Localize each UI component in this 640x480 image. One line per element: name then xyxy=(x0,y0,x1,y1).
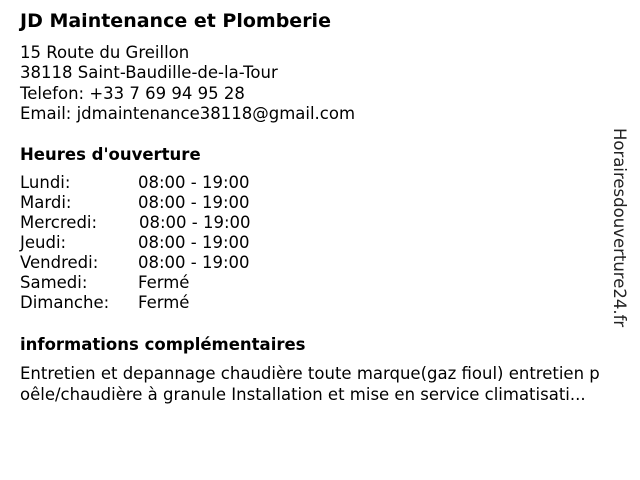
day-label: Lundi: xyxy=(20,173,71,192)
day-label: Jeudi: xyxy=(20,233,67,252)
info-line-2: oêle/chaudière à granule Installation et mise en service climatisati... xyxy=(20,384,586,404)
hours-heading: Heures d'ouverture xyxy=(20,145,201,164)
info-heading: informations complémentaires xyxy=(20,335,306,354)
hours-row-thursday xyxy=(20,233,320,253)
hours-row-wednesday xyxy=(20,213,320,233)
info-description xyxy=(20,364,628,405)
email-address[interactable]: Email: jdmaintenance38118@gmail.com xyxy=(20,103,356,123)
hours-table xyxy=(20,173,320,313)
phone-number[interactable]: Telefon: +33 7 69 94 95 28 xyxy=(20,83,245,103)
day-hours: 08:00 - 19:00 xyxy=(138,173,250,192)
address-street: 15 Route du Greillon xyxy=(20,43,190,62)
contact-block xyxy=(20,43,355,124)
day-label: Vendredi: xyxy=(20,253,99,272)
site-watermark xyxy=(610,128,640,348)
hours-row-sunday xyxy=(20,293,320,313)
info-line-1: Entretien et depannage chaudière toute marque(gaz fioul) entretien p xyxy=(20,364,600,383)
day-hours: Fermé xyxy=(138,293,190,312)
address-city: 38118 Saint-Baudille-de-la-Tour xyxy=(20,63,278,83)
day-hours: Fermé xyxy=(138,273,190,292)
day-hours: 08:00 - 19:00 xyxy=(138,253,250,272)
business-name: JD Maintenance et Plomberie xyxy=(20,10,331,32)
day-label: Dimanche: xyxy=(20,293,110,312)
day-hours: 08:00 - 19:00 xyxy=(138,233,250,252)
watermark-text: Horairesdouverture24.fr xyxy=(610,128,629,328)
day-label: Samedi: xyxy=(20,273,88,292)
hours-row-saturday xyxy=(20,273,320,293)
day-hours: 08:00 - 19:00 xyxy=(138,193,250,212)
hours-row-monday xyxy=(20,173,320,193)
day-label: Mardi: xyxy=(20,193,72,212)
day-hours: 08:00 - 19:00 xyxy=(139,213,251,232)
hours-row-friday xyxy=(20,253,320,273)
day-label: Mercredi: xyxy=(20,213,98,232)
hours-row-tuesday xyxy=(20,193,320,213)
